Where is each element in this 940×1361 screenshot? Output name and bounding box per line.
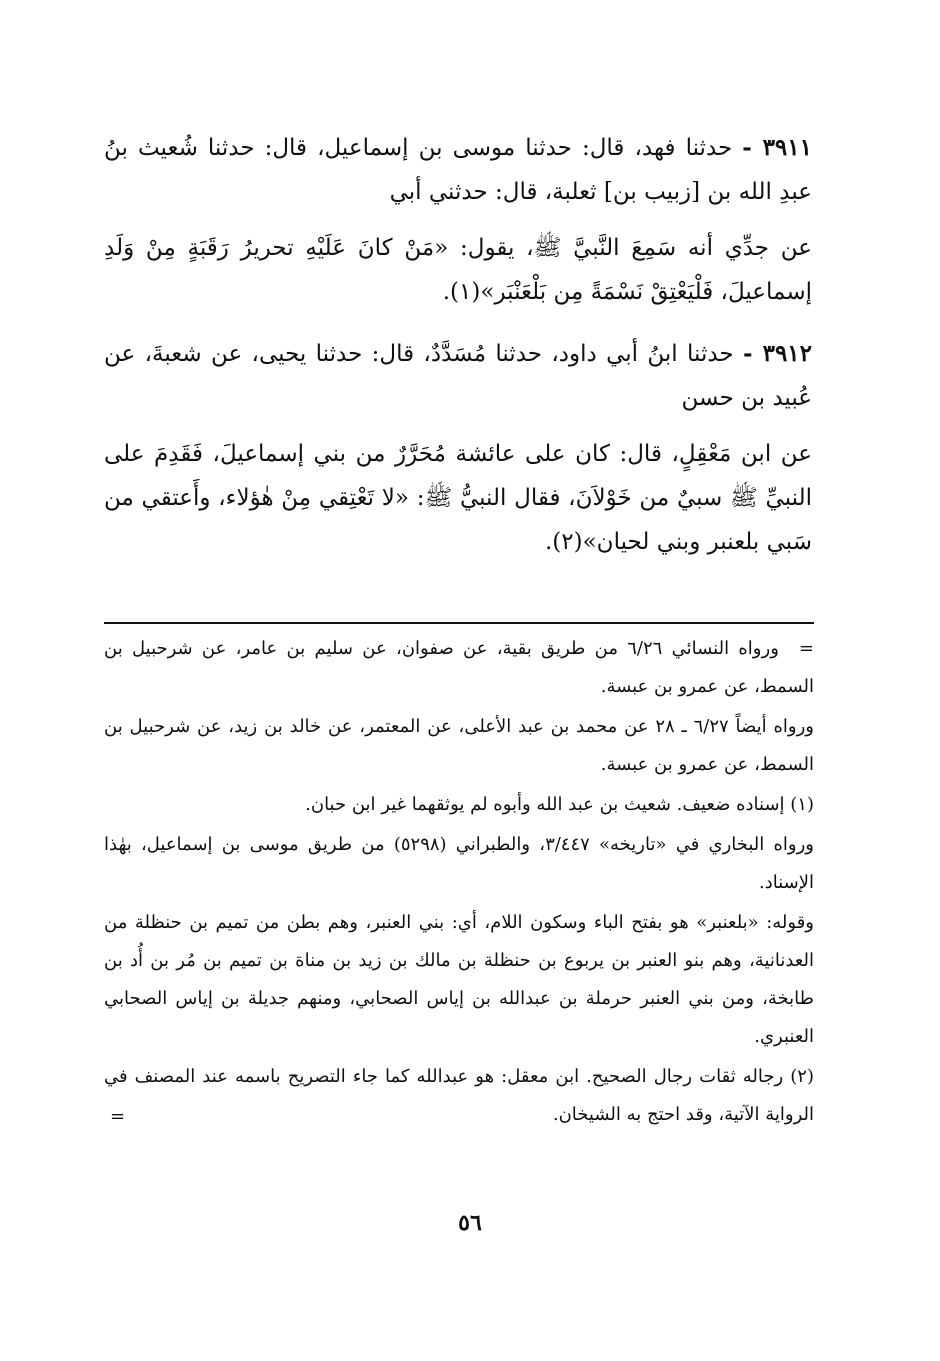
isnad-text: حدثنا فهد، قال: حدثنا موسى بن إسماعيل، قال: حدثنا شُعيث بنُ عبدِ الله بن [زبيب بن] ثعلبة، قال: حدثني أبي [104, 135, 812, 205]
hadith-number: ٣٩١٢ - [743, 340, 813, 367]
hadith-3912-isnad [104, 332, 812, 420]
continuation-marker: = [798, 638, 814, 659]
footnote-item: (٢) رجاله ثقات رجال الصحيح. ابن معقل: هو عبدالله كما جاء التصريح باسمه عند المصنف في الرواية الآتية، وقد احتج به الشيخان. [104, 1066, 814, 1125]
footnote-item [104, 630, 814, 706]
footnote-item: وقوله: «بلعنبر» هو بفتح الباء وسكون اللام، أي: بني العنبر، وهم بطن من تميم بن حنظلة من العدنانية، وهم بنو العنبر بن يربوع بن حنظلة بن مالك بن زيد بن مناة بن تميم بن مُر بن أُد بن طابخة، ومن بني العنبر حرملة بن عبدالله بن إياس الصحابي، ومنهم جديلة بن إياس الصحابي العنبري. [104, 912, 814, 1047]
main-text [104, 126, 812, 576]
hadith-number: ٣٩١١ - [742, 134, 812, 161]
footnote-divider [104, 622, 814, 624]
hadith-3911-matn: عن جدِّي أنه سَمِعَ النَّبيَّ ﷺ، يقول: «مَنْ كانَ عَلَيْهِ تحريرُ رَقَبَةٍ مِنْ وَلَدِ إسماعيلَ، فَلْيَعْتِقْ نَسْمَةً مِن بَلْعَنْبَر»(١). [104, 235, 812, 305]
footnote-item: (١) إسناده ضعيف. شعيث بن عبد الله وأبوه لم يوثقهما غير ابن حبان. [305, 794, 814, 815]
footnote-item: ورواه البخاري في «تاريخه» ٣/٤٤٧، والطبراني (٥٢٩٨) من طريق موسى بن إسماعيل، بهٰذا الإسناد. [104, 834, 814, 893]
footnote-item: ورواه أيضاً ٦/٢٧ ـ ٢٨ عن محمد بن عبد الأعلى، عن المعتمر، عن خالد بن زيد، عن شرحبيل بن السمط، عن عمرو بن عبسة. [104, 716, 814, 775]
footnote-end-marker: = [110, 1106, 126, 1127]
hadith-3911-isnad [104, 126, 812, 214]
hadith-3912-matn: عن ابن مَعْقِلٍ، قال: كان على عائشة مُحَرَّرٌ من بني إسماعيلَ، فَقَدِمَ على النبيِّ ﷺ سبيٌ من خَوْلاَنَ، فقال النبيُّ ﷺ: «لا تَعْتِقي مِنْ هٰؤلاء، وأَعتقي من سَبي بلعنبر وبني لحيان»(٢). [104, 441, 812, 555]
footnote-text: ورواه النسائي ٦/٢٦ من طريق بقية، عن صفوان، عن سليم بن عامر، عن شرحبيل بن السمط، عن عمرو بن عبسة. [104, 638, 814, 697]
page-number: ٥٦ [458, 1210, 482, 1236]
footnotes [104, 630, 814, 1136]
isnad-text: حدثنا ابنُ أبي داود، حدثنا مُسَدَّدٌ، قال: حدثنا يحيى، عن شعبةَ، عن عُبيد بن حسن [104, 341, 812, 411]
